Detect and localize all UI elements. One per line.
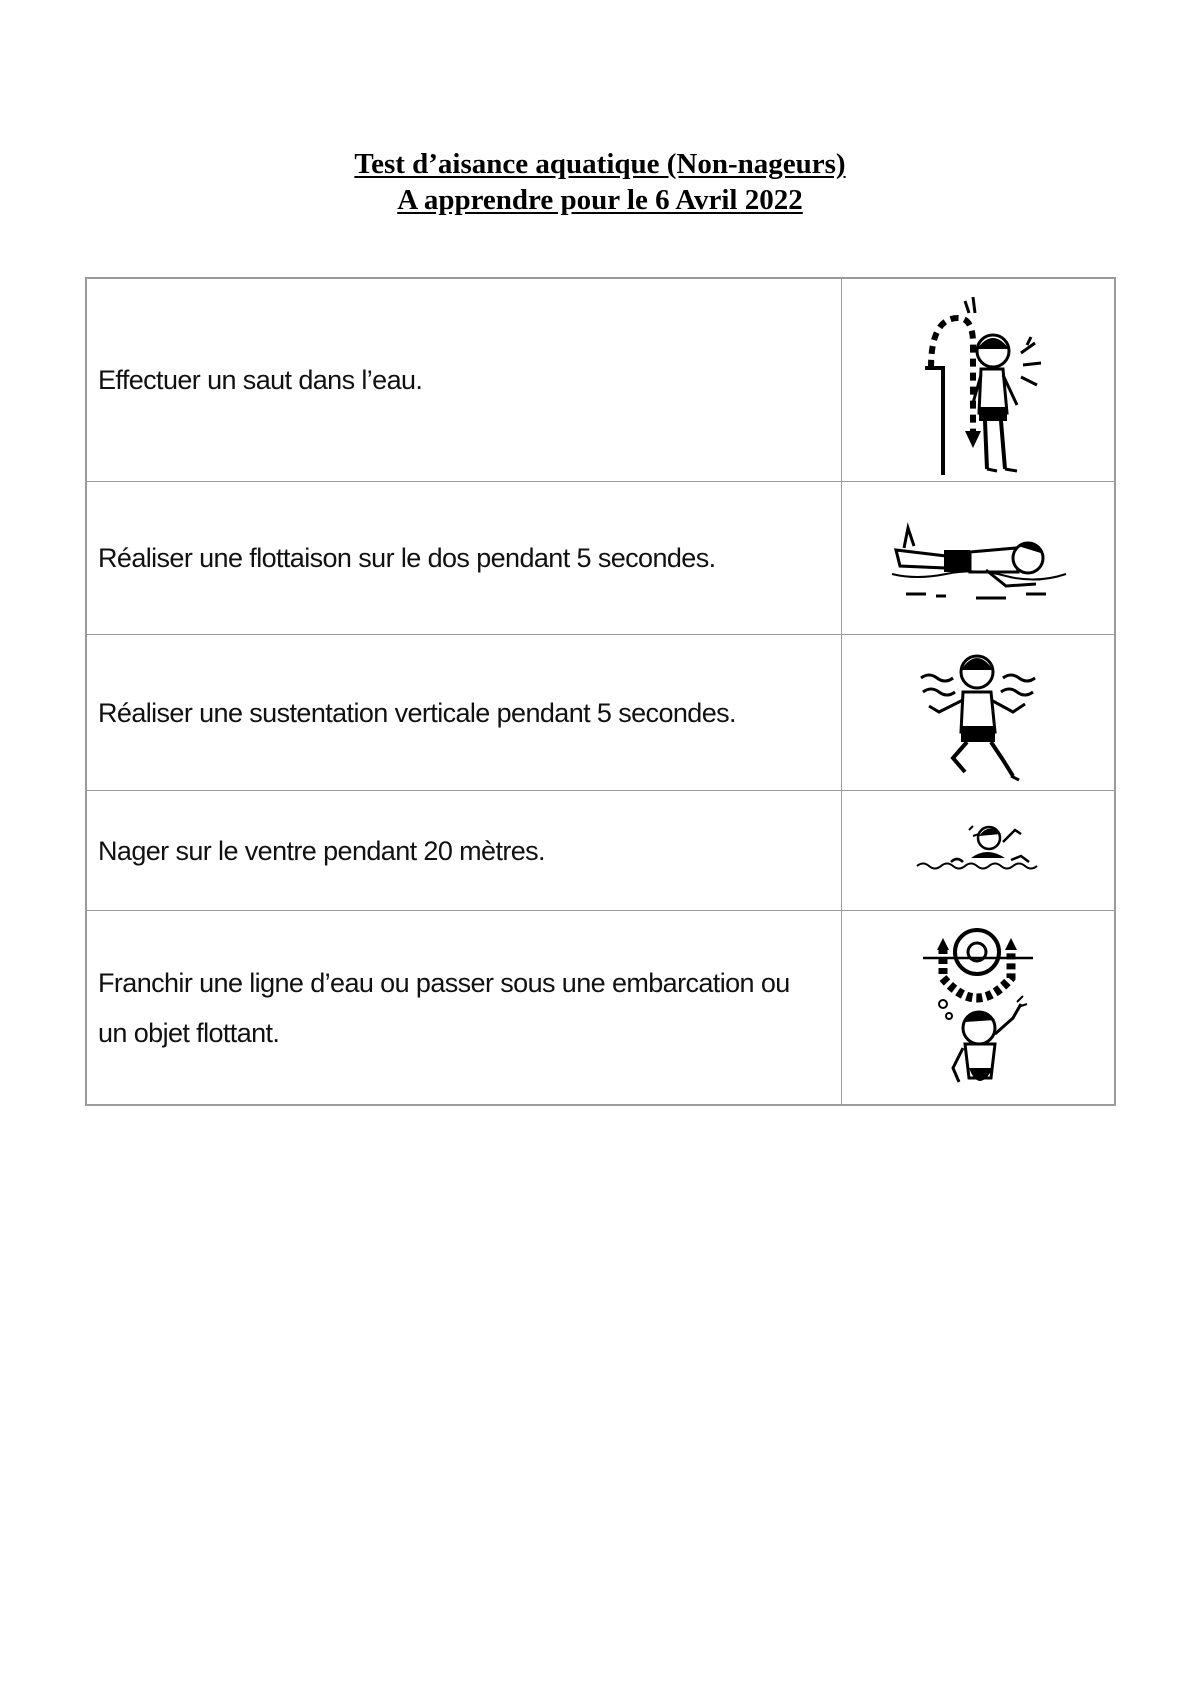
document-header	[0, 146, 1200, 218]
task-table	[85, 277, 1116, 1106]
table-row	[87, 791, 1114, 911]
table-row	[87, 911, 1114, 1104]
page-subtitle: A apprendre pour le 6 Avril 2022	[397, 184, 803, 216]
task-description: Nager sur le ventre pendant 20 mètres.	[87, 791, 842, 910]
back-float-icon	[886, 508, 1071, 608]
task-description: Réaliser une sustentation verticale pendant 5 secondes.	[87, 635, 842, 790]
table-row	[87, 482, 1114, 635]
table-row	[87, 635, 1114, 791]
task-description: Réaliser une flottaison sur le dos pendant 5 secondes.	[87, 482, 842, 634]
page-title: Test d’aisance aquatique (Non-nageurs)	[354, 148, 846, 180]
front-swim-icon	[911, 816, 1046, 886]
vertical-treading-icon	[913, 640, 1043, 785]
table-row	[87, 279, 1114, 482]
jump-into-water-icon	[903, 283, 1053, 478]
task-description: Effectuer un saut dans l’eau.	[87, 279, 842, 481]
task-description: Franchir une ligne d’eau ou passer sous une embarcation ou un objet flottant.	[87, 911, 842, 1104]
pass-under-buoy-icon	[913, 918, 1043, 1098]
